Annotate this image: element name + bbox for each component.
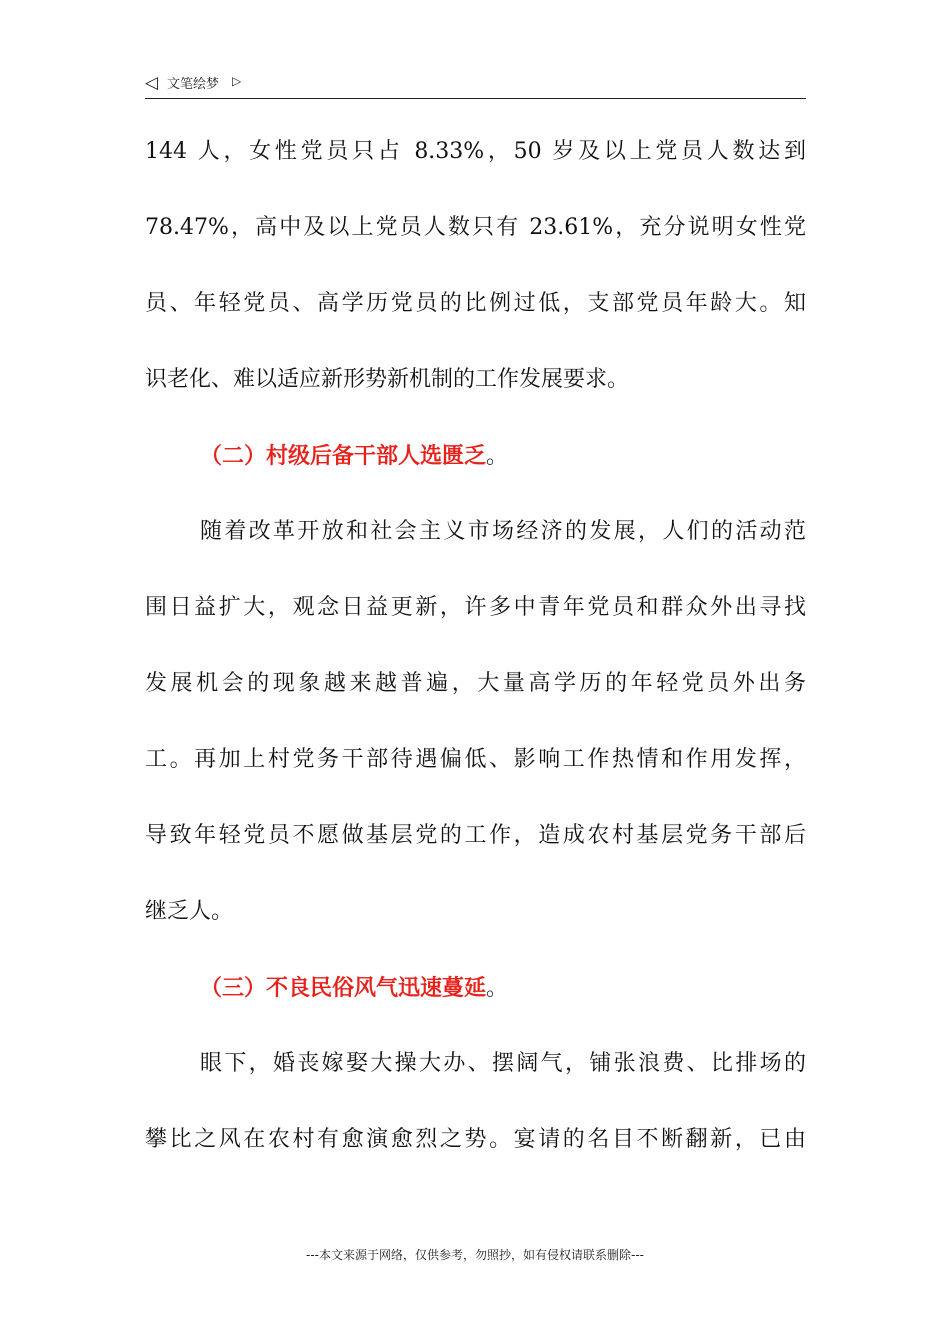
- section-heading-3: [145, 950, 806, 1026]
- text-line: 144 人，女性党员只占 8.33%，50 岁及以上党员人数达到: [145, 139, 806, 164]
- left-triangle-icon: ◁: [145, 73, 159, 93]
- heading-suffix: 。: [486, 976, 509, 1001]
- document-body: [145, 114, 806, 1178]
- text-line: 导致年轻党员不愿做基层党的工作，造成农村基层党务干部后: [145, 823, 806, 848]
- text-line: 围日益扩大，观念日益更新，许多中青年党员和群众外出寻找: [145, 595, 806, 620]
- paragraph-3: [145, 1026, 806, 1178]
- page-footer: ---本文来源于网络，仅供参考，勿照抄，如有侵权请联系删除---: [306, 1248, 644, 1262]
- paragraph-2: [145, 494, 806, 950]
- text-line: 继乏人。: [145, 899, 234, 924]
- text-line: 发展机会的现象越来越普遍，大量高学历的年轻党员外出务: [145, 671, 806, 696]
- text-line: 78.47%，高中及以上党员人数只有 23.61%，充分说明女性党: [145, 215, 806, 240]
- text-line: 攀比之风在农村有愈演愈烈之势。宴请的名目不断翻新，已由: [145, 1127, 806, 1152]
- text-line: 员、年轻党员、高学历党员的比例过低，支部党员年龄大。知: [145, 291, 806, 316]
- heading-text: （二）村级后备干部人选匮乏: [200, 443, 487, 469]
- right-triangle-icon: ▷: [232, 74, 242, 88]
- text-line: 眼下，婚丧嫁娶大操大办、摆阔气，铺张浪费、比排场的: [200, 1051, 806, 1076]
- text-line: 识老化、难以适应新形势新机制的工作发展要求。: [145, 367, 630, 392]
- heading-text: （三）不良民俗风气迅速蔓延: [200, 975, 487, 1001]
- paragraph-1: [145, 114, 806, 418]
- text-line: 随着改革开放和社会主义市场经济的发展，人们的活动范: [200, 519, 806, 544]
- text-line: 工。再加上村党务干部待遇偏低、影响工作热情和作用发挥，: [145, 747, 806, 772]
- page-header: [145, 72, 806, 99]
- heading-suffix: 。: [486, 444, 509, 469]
- section-heading-2: [145, 418, 806, 494]
- header-brand: 文笔绘梦: [167, 77, 220, 92]
